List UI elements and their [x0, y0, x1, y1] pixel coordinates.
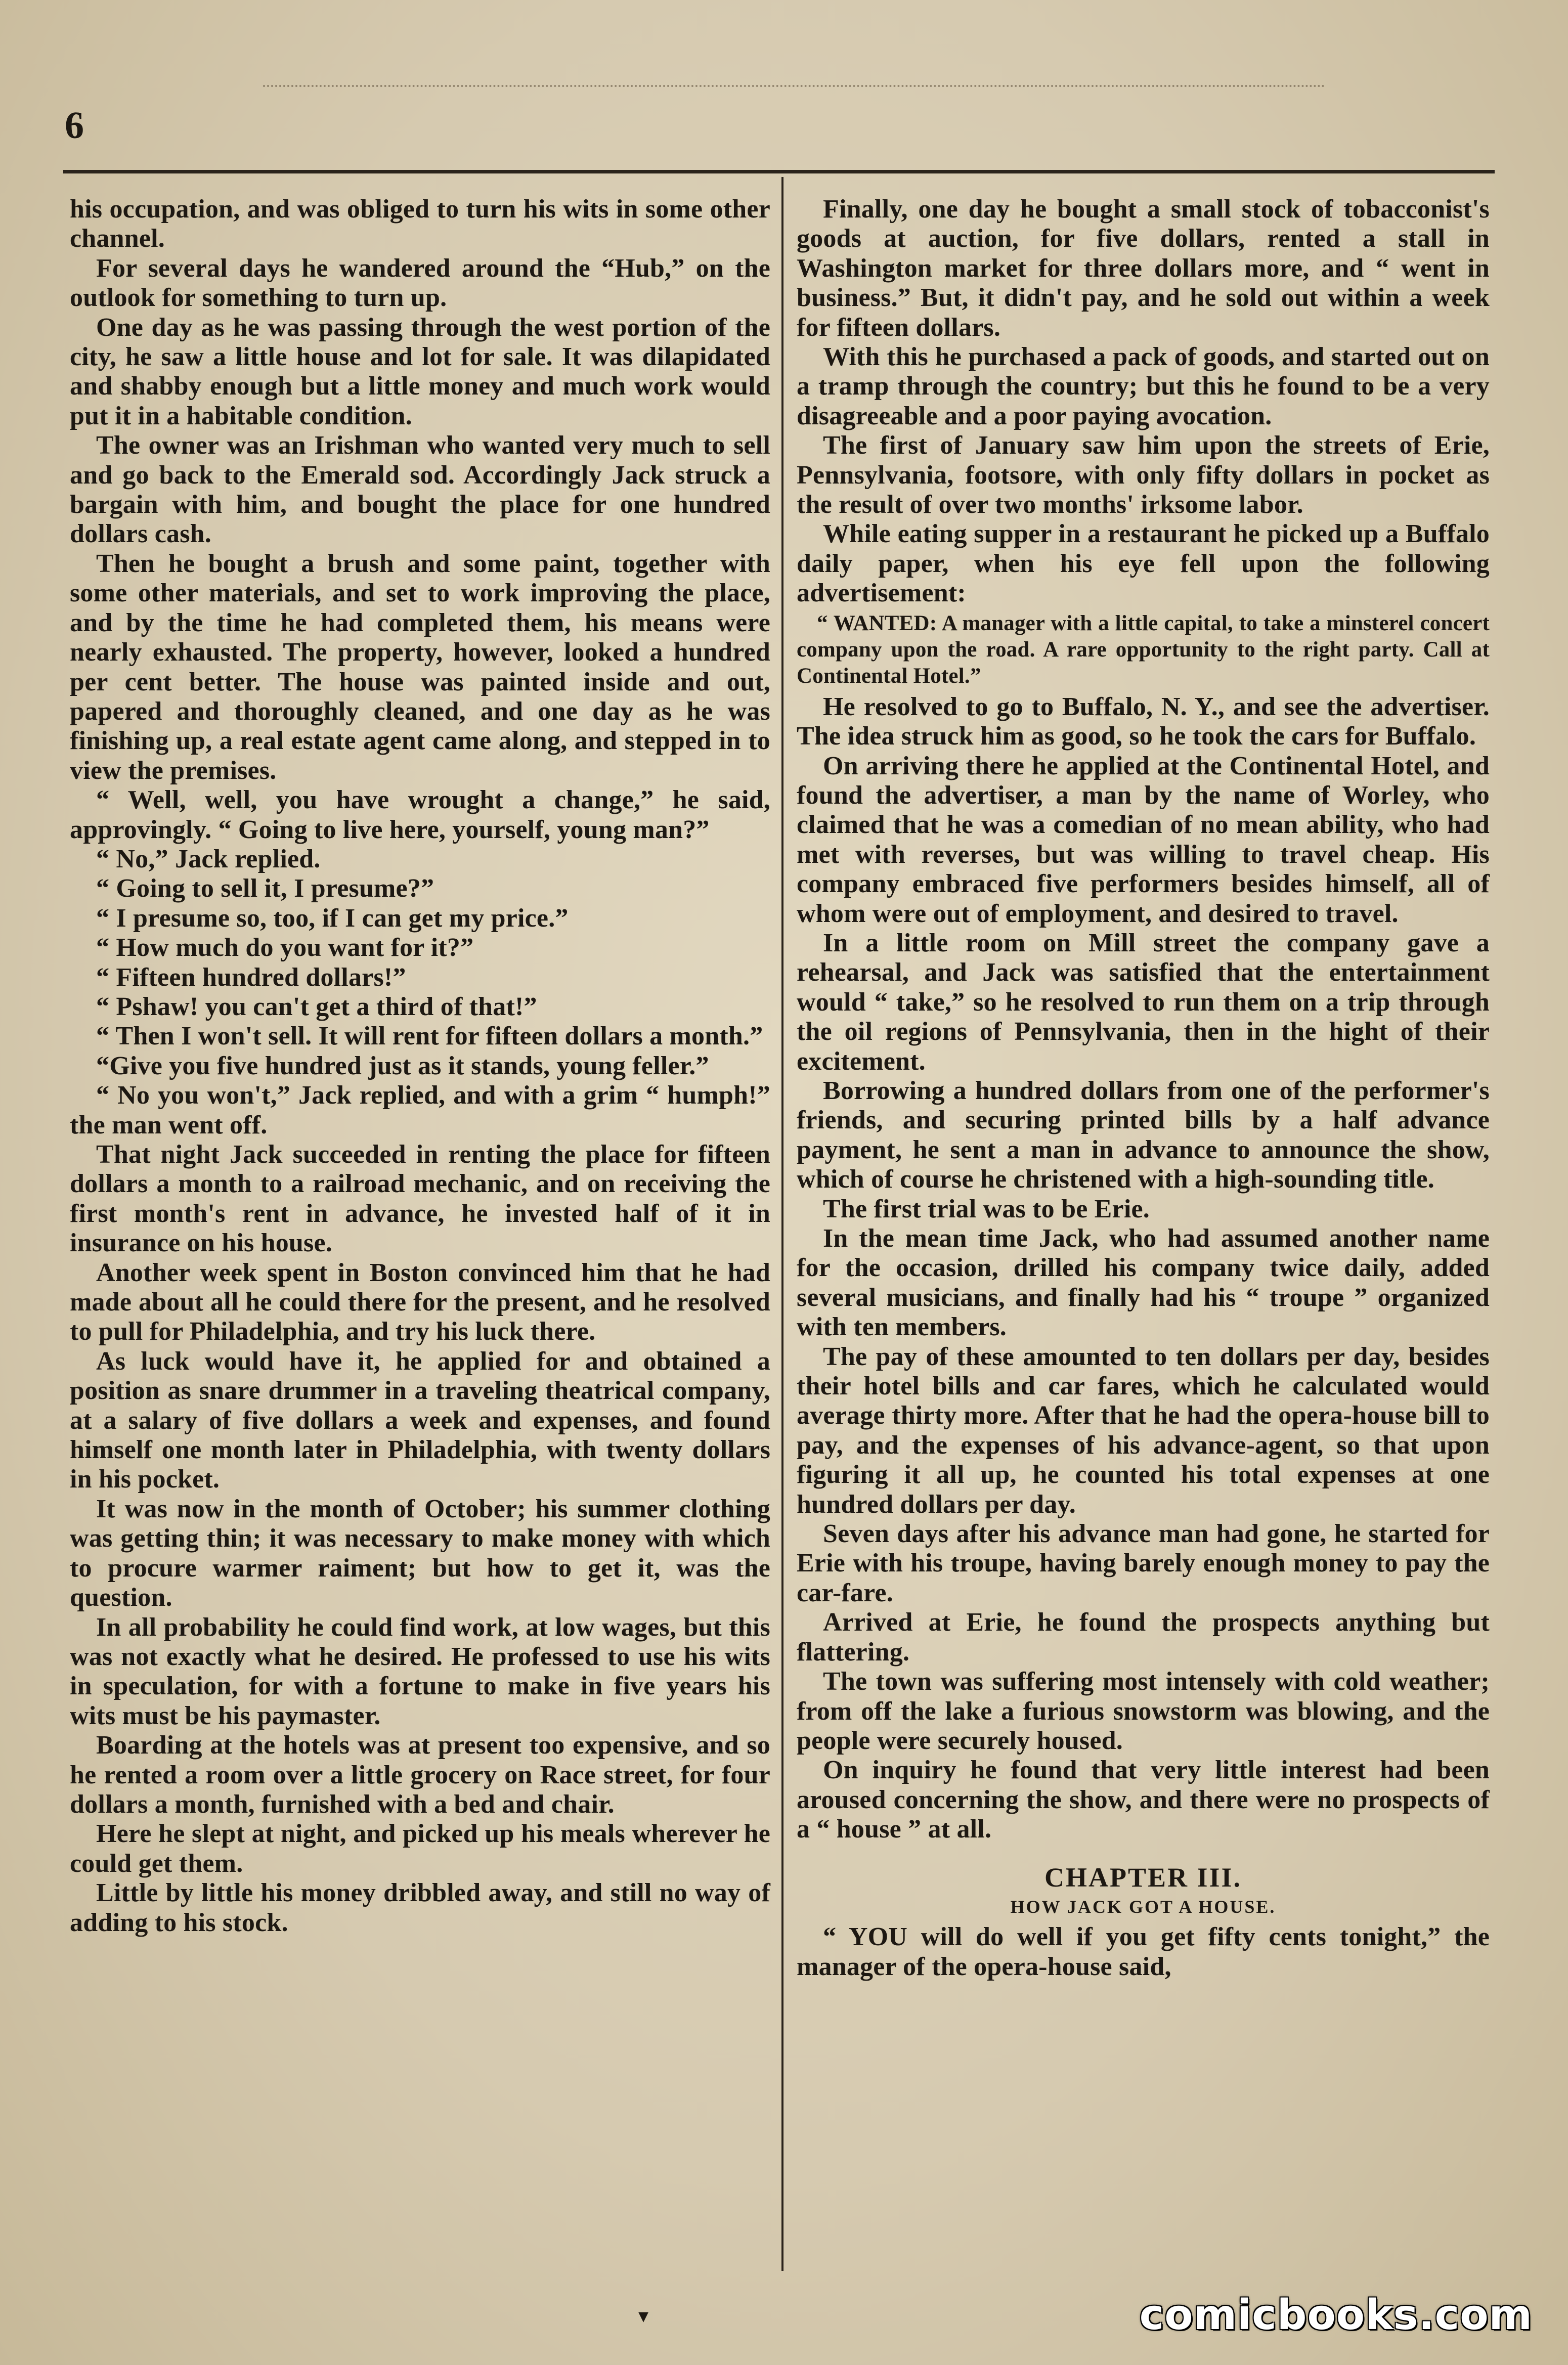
- paragraph: On arriving there he applied at the Continental Hotel, and found the advertiser, a man by the name of Worley, who claimed that he was a comedian of no mean ability, who had met with reverses, but was willing to travel cheap. His company embraced five performers besides himself, all of whom were out of employment, and desired to travel.: [797, 751, 1490, 928]
- paragraph: The first trial was to be Erie.: [823, 1194, 1150, 1223]
- paragraph: In a little room on Mill street the company gave a rehearsal, and Jack was satisfied that the entertainment would “ take,” so he resolved to run them on a trip through the oil regions of Pennsylvania, then in the hight of their excitement.: [797, 928, 1490, 1076]
- paragraph: “ Well, well, you have wrought a change,” he said, approvingly. “ Going to live here, yourself, young man?”: [70, 785, 770, 844]
- right-column-paragraphs: [797, 195, 1490, 608]
- paragraph: Borrowing a hundred dollars from one of the performer's friends, and securing printed bills by a half advance payment, he sent a man in advance to announce the show, which of course he christened with a high-sounding title.: [797, 1076, 1490, 1194]
- paragraph: It was now in the month of October; his summer clothing was getting thin; it was necessary to make money with which to procure warmer raiment; but how to get it, was the question.: [70, 1494, 770, 1612]
- paragraph: “ Fifteen hundred dollars!”: [96, 962, 406, 992]
- chapter-title: CHAPTER III.: [1044, 1862, 1242, 1893]
- paragraph: On inquiry he found that very little interest had been aroused concerning the show, and there were no prospects of a “ house ” at all.: [797, 1756, 1490, 1844]
- paragraph: “ Then I won't sell. It will rent for fifteen dollars a month.”: [96, 1022, 763, 1051]
- paragraph: Arrived at Erie, he found the prospects anything but flattering.: [797, 1608, 1490, 1667]
- paragraph: He resolved to go to Buffalo, N. Y., and see the advertiser. The idea struck him as good, so he took the cars for Buffalo.: [797, 692, 1490, 751]
- bottom-mark: ▾: [638, 2304, 649, 2328]
- top-smudge: [263, 85, 1325, 90]
- right-column-paragraphs-after: [797, 692, 1490, 1845]
- paragraph: his occupation, and was obliged to turn his wits in some other channel.: [70, 195, 770, 253]
- paragraph: Here he slept at night, and picked up his meals wherever he could get them.: [70, 1819, 770, 1878]
- chapter-opening: “ YOU will do well if you get fifty cents tonight,” the manager of the opera-house said,: [797, 1922, 1490, 1981]
- paragraph: One day as he was passing through the west portion of the city, he saw a little house and lot for sale. It was dilapidated and shabby enough but a little money and much work would put it in a habitable condition.: [70, 313, 770, 430]
- left-column: [70, 195, 770, 1938]
- paragraph: “ Pshaw! you can't get a third of that!”: [96, 992, 537, 1021]
- paragraph: That night Jack succeeded in renting the place for fifteen dollars a month to a railroad mechanic, and on receiving the first month's rent in advance, he invested half of it in insurance on his house.: [70, 1140, 770, 1258]
- paragraph: In all probability he could find work, at low wages, but this was not exactly what he desired. He professed to use his wits in speculation, for with a fortune to make in five years his wits must be his paymaster.: [70, 1612, 770, 1730]
- paragraph: Then he bought a brush and some paint, together with some other materials, and set to work improving the place, and by the time he had completed them, his means were nearly exhausted. The property, however, looked a hundred per cent better. The house was painted inside and out, papered and thoroughly cleaned, and one day as he was finishing up, a real estate agent came along, and stepped in to view the premises.: [70, 549, 770, 785]
- paragraph: Another week spent in Boston convinced him that he had made about all he could there for the present, and he resolved to pull for Philadelphia, and try his luck there.: [70, 1258, 770, 1346]
- header-rule: [63, 170, 1495, 173]
- paragraph: Finally, one day he bought a small stock of tobacconist's goods at auction, for five dollars, rented a stall in Washington market for three dollars more, and “ went in business.” But, it didn't pay, and he sold out within a week for fifteen dollars.: [797, 195, 1490, 342]
- paragraph: “Give you five hundred just as it stands, young feller.”: [96, 1051, 709, 1080]
- paragraph: “ No,” Jack replied.: [96, 844, 321, 873]
- paragraph: The owner was an Irishman who wanted very much to sell and go back to the Emerald sod. Accordingly Jack struck a bargain with him, and bought the place for one hundred dollars cash.: [70, 431, 770, 549]
- column-divider: [781, 177, 783, 2271]
- paragraph: As luck would have it, he applied for and obtained a position as snare drummer in a traveling theatrical company, at a salary of five dollars a week and expenses, and found himself one month later in Philadelphia, with twenty dollars in his pocket.: [70, 1346, 770, 1494]
- right-column: [797, 195, 1490, 1982]
- paragraph: “ Going to sell it, I presume?”: [96, 874, 434, 903]
- paragraph: Little by little his money dribbled away, and still no way of adding to his stock.: [70, 1878, 770, 1937]
- paragraph: In the mean time Jack, who had assumed another name for the occasion, drilled his company twice daily, added several musicians, and finally had his “ troupe ” organized with ten members.: [797, 1224, 1490, 1342]
- paragraph: Boarding at the hotels was at present too expensive, and so he rented a room over a little grocery on Race street, for four dollars a month, furnished with a bed and chair.: [70, 1731, 770, 1819]
- paragraph: The first of January saw him upon the streets of Erie, Pennsylvania, footsore, with only fifty dollars in pocket as the result of over two months' irksome labor.: [797, 431, 1490, 519]
- paragraph: The town was suffering most intensely with cold weather; from off the lake a furious snowstorm was blowing, and the people were securely housed.: [797, 1667, 1490, 1755]
- watermark-logo: comicbooks.com: [1139, 2291, 1533, 2339]
- paragraph: Seven days after his advance man had gone, he started for Erie with his troupe, having barely enough money to pay the car-fare.: [797, 1519, 1490, 1607]
- paragraph: “ I presume so, too, if I can get my price.”: [96, 903, 569, 933]
- paragraph: While eating supper in a restaurant he picked up a Buffalo daily paper, when his eye fell upon the following advertisement:: [797, 519, 1490, 608]
- paragraph: With this he purchased a pack of goods, and started out on a tramp through the country; but this he found to be a very disagreeable and a poor paying avocation.: [797, 342, 1490, 430]
- page-number: 6: [65, 104, 84, 147]
- paragraph: “ How much do you want for it?”: [96, 933, 474, 962]
- chapter-subtitle: HOW JACK GOT A HOUSE.: [1010, 1896, 1276, 1917]
- paragraph: “ No you won't,” Jack replied, and with a grim “ humph!” the man went off.: [70, 1081, 770, 1140]
- paragraph: The pay of these amounted to ten dollars per day, besides their hotel bills and car fares, which he calculated would average thirty more. After that he had the opera-house bill to pay, and the expenses of his advance-agent, so that upon figuring it all up, he counted his total expenses at one hundred dollars per day.: [797, 1342, 1490, 1519]
- advertisement-notice: “ WANTED: A manager with a little capital, to take a minsterel concert company upon the road. A rare opportunity to the right party. Call at Continental Hotel.”: [797, 611, 1490, 688]
- paragraph: For several days he wandered around the “Hub,” on the outlook for something to turn up.: [70, 253, 770, 313]
